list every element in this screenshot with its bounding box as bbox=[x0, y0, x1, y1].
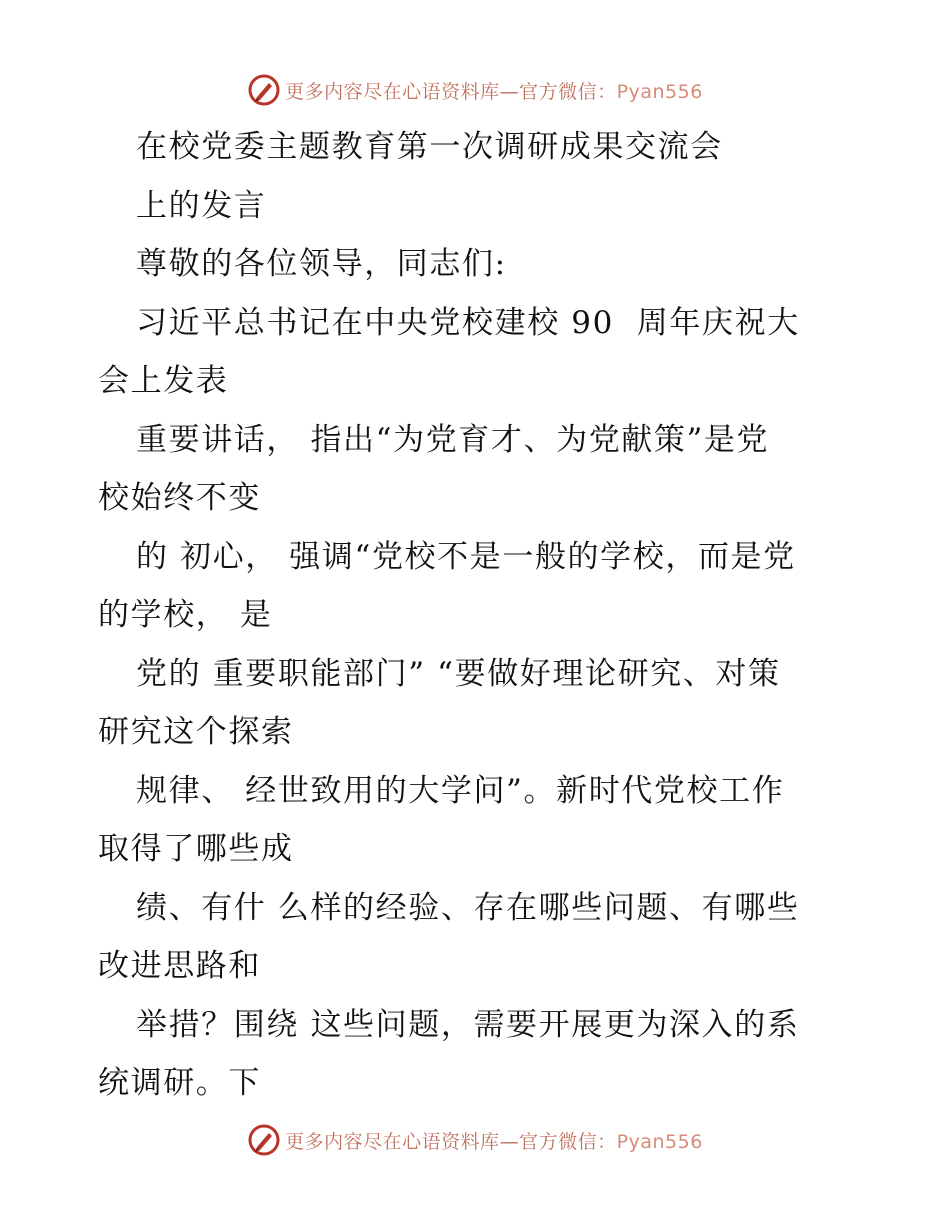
paragraph-line: 统调研。下 bbox=[98, 1065, 261, 1101]
pen-logo-icon bbox=[247, 1123, 281, 1157]
watermark-text: 更多内容尽在心语资料库—官方微信：Pyan556 bbox=[285, 1130, 703, 1153]
document-body bbox=[98, 118, 858, 1113]
watermark-header bbox=[0, 70, 950, 110]
paragraph-line: 习近平总书记在中央党校建校 90 周年庆祝大 bbox=[136, 304, 800, 341]
watermark-text: 更多内容尽在心语资料库—官方微信：Pyan556 bbox=[285, 80, 703, 103]
paragraph-line: 会上发表 bbox=[98, 363, 229, 399]
paragraph-line: 研究这个探索 bbox=[98, 714, 294, 750]
paragraph-line: 规律、 经世致用的大学问”。新时代党校工作 bbox=[136, 772, 785, 809]
pen-logo-icon bbox=[247, 73, 281, 107]
paragraph-line: 的 初心， 强调“党校不是一般的学校，而是党 bbox=[136, 538, 796, 575]
paragraph-line: 举措？围绕 这些问题，需要开展更为深入的系 bbox=[136, 1006, 800, 1043]
watermark-id: Pyan556 bbox=[616, 80, 703, 103]
title-line-1: 在校党委主题教育第一次调研成果交流会 bbox=[136, 129, 723, 165]
paragraph-line: 取得了哪些成 bbox=[98, 831, 294, 867]
watermark-footer bbox=[0, 1120, 950, 1160]
salutation: 尊敬的各位领导，同志们: bbox=[136, 246, 507, 282]
title-line-2: 上的发言 bbox=[136, 187, 267, 224]
paragraph-line: 重要讲话， 指出“为党育才、为党献策”是党 bbox=[136, 421, 770, 458]
paragraph-line: 党的 重要职能部门” “要做好理论研究、对策 bbox=[136, 655, 781, 692]
paragraph-line: 校始终不变 bbox=[98, 480, 261, 516]
paragraph-line: 改进思路和 bbox=[98, 948, 261, 984]
paragraph-line: 绩、有什 么样的经验、存在哪些问题、有哪些 bbox=[136, 889, 800, 926]
paragraph-line: 的学校， 是 bbox=[98, 597, 273, 633]
watermark-id: Pyan556 bbox=[616, 1130, 703, 1153]
